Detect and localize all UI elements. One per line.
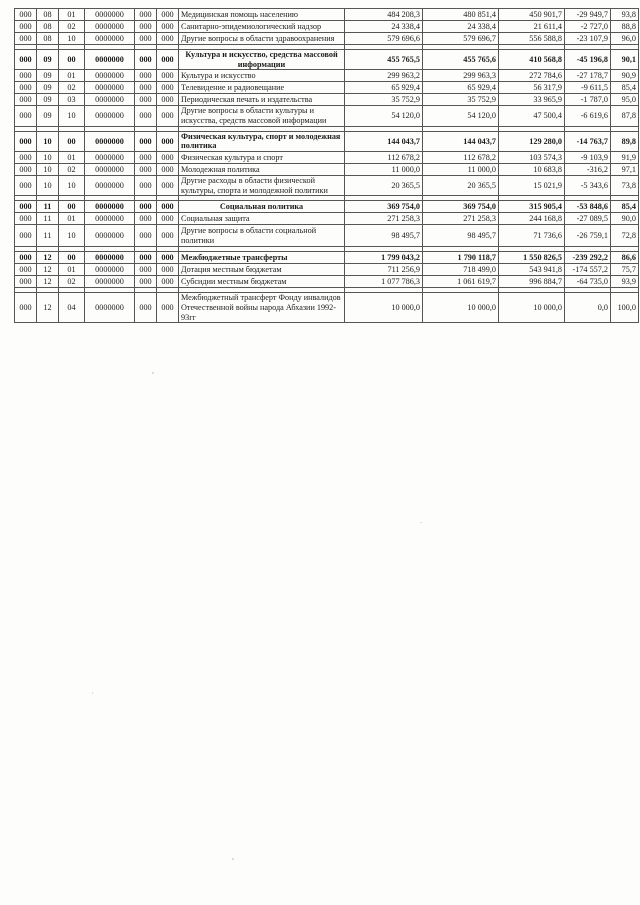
code-admin-cell: 000 [15,70,37,82]
name-cell: Другие вопросы в области социальной политики [179,225,345,247]
updated-cell: 11 000,0 [423,164,499,176]
code-target-cell: 0000000 [85,131,135,151]
deviation-cell: -53 848,6 [565,201,611,213]
approved-cell: 65 929,4 [345,82,423,94]
code-econ-cell: 000 [157,33,179,45]
name-cell: Физическая культура и спорт [179,152,345,164]
code-type-cell: 000 [135,106,157,126]
code-admin-cell: 000 [15,106,37,126]
code-target-cell: 0000000 [85,70,135,82]
approved-cell: 369 754,0 [345,201,423,213]
name-cell: Телевидение и радиовещание [179,82,345,94]
code-econ-cell: 000 [157,293,179,323]
deviation-cell: -26 759,1 [565,225,611,247]
approved-cell: 98 495,7 [345,225,423,247]
table-row [15,21,639,33]
code-type-cell: 000 [135,225,157,247]
code-section-cell: 09 [37,70,59,82]
executed-cell: 56 317,9 [499,82,565,94]
code-type-cell: 000 [135,131,157,151]
code-econ-cell: 000 [157,106,179,126]
table-row [15,225,639,247]
code-admin-cell: 000 [15,33,37,45]
code-subsection-cell: 01 [59,213,85,225]
name-cell: Межбюджетный трансферт Фонду инвалидов Отечественной войны народа Абхазии 1992-93гг [179,293,345,323]
code-target-cell: 0000000 [85,82,135,94]
deviation-cell: -5 343,6 [565,176,611,196]
code-admin-cell: 000 [15,201,37,213]
approved-cell: 24 338,4 [345,21,423,33]
updated-cell: 718 499,0 [423,264,499,276]
code-econ-cell: 000 [157,201,179,213]
executed-cell: 1 550 826,5 [499,252,565,264]
code-subsection-cell: 00 [59,131,85,151]
percent-cell: 100,0 [611,293,639,323]
percent-cell: 90,0 [611,213,639,225]
code-econ-cell: 000 [157,264,179,276]
table-row [15,94,639,106]
code-section-cell: 10 [37,152,59,164]
executed-cell: 272 784,6 [499,70,565,82]
code-section-cell: 10 [37,164,59,176]
name-cell: Дотация местным бюджетам [179,264,345,276]
executed-cell: 129 280,0 [499,131,565,151]
executed-cell: 244 168,8 [499,213,565,225]
updated-cell: 144 043,7 [423,131,499,151]
percent-cell: 87,8 [611,106,639,126]
code-type-cell: 000 [135,176,157,196]
percent-cell: 97,1 [611,164,639,176]
deviation-cell: -14 763,7 [565,131,611,151]
deviation-cell: -6 619,6 [565,106,611,126]
code-subsection-cell: 00 [59,201,85,213]
deviation-cell: -9 611,5 [565,82,611,94]
deviation-cell: -174 557,2 [565,264,611,276]
percent-cell: 95,0 [611,94,639,106]
executed-cell: 315 905,4 [499,201,565,213]
percent-cell: 75,7 [611,264,639,276]
code-econ-cell: 000 [157,213,179,225]
approved-cell: 1 077 786,3 [345,276,423,288]
code-type-cell: 000 [135,213,157,225]
code-admin-cell: 000 [15,50,37,70]
code-section-cell: 08 [37,9,59,21]
executed-cell: 996 884,7 [499,276,565,288]
code-subsection-cell: 01 [59,264,85,276]
code-type-cell: 000 [135,293,157,323]
executed-cell: 410 568,8 [499,50,565,70]
executed-cell: 33 965,9 [499,94,565,106]
code-subsection-cell: 02 [59,276,85,288]
updated-cell: 299 963,3 [423,70,499,82]
code-target-cell: 0000000 [85,21,135,33]
updated-cell: 271 258,3 [423,213,499,225]
code-target-cell: 0000000 [85,94,135,106]
approved-cell: 579 696,6 [345,33,423,45]
executed-cell: 103 574,3 [499,152,565,164]
code-type-cell: 000 [135,70,157,82]
approved-cell: 35 752,9 [345,94,423,106]
updated-cell: 10 000,0 [423,293,499,323]
executed-cell: 10 000,0 [499,293,565,323]
code-section-cell: 08 [37,21,59,33]
percent-cell: 72,8 [611,225,639,247]
name-cell: Другие вопросы в области здравоохранения [179,33,345,45]
code-type-cell: 000 [135,252,157,264]
code-target-cell: 0000000 [85,252,135,264]
percent-cell: 85,4 [611,201,639,213]
executed-cell: 47 500,4 [499,106,565,126]
deviation-cell: 0,0 [565,293,611,323]
code-admin-cell: 000 [15,264,37,276]
executed-cell: 556 588,8 [499,33,565,45]
updated-cell: 455 765,6 [423,50,499,70]
code-econ-cell: 000 [157,50,179,70]
code-subsection-cell: 01 [59,152,85,164]
code-admin-cell: 000 [15,164,37,176]
code-target-cell: 0000000 [85,276,135,288]
table-row [15,264,639,276]
code-subsection-cell: 10 [59,33,85,45]
code-target-cell: 0000000 [85,176,135,196]
updated-cell: 98 495,7 [423,225,499,247]
code-section-cell: 09 [37,94,59,106]
code-subsection-cell: 04 [59,293,85,323]
code-section-cell: 10 [37,131,59,151]
code-subsection-cell: 02 [59,82,85,94]
table-row [15,70,639,82]
percent-cell: 85,4 [611,82,639,94]
code-section-cell: 09 [37,50,59,70]
table-row [15,152,639,164]
scan-speck [152,372,154,374]
code-econ-cell: 000 [157,131,179,151]
name-cell: Социальная защита [179,213,345,225]
code-section-cell: 11 [37,225,59,247]
code-econ-cell: 000 [157,82,179,94]
name-cell: Другие вопросы в области культуры и искусства, средств массовой информации [179,106,345,126]
code-target-cell: 0000000 [85,264,135,276]
updated-cell: 1 790 118,7 [423,252,499,264]
code-type-cell: 000 [135,152,157,164]
code-target-cell: 0000000 [85,152,135,164]
code-admin-cell: 000 [15,82,37,94]
code-econ-cell: 000 [157,225,179,247]
updated-cell: 24 338,4 [423,21,499,33]
code-target-cell: 0000000 [85,164,135,176]
executed-cell: 10 683,8 [499,164,565,176]
name-cell: Другие расходы в области физической культуры, спорта и молодежной политики [179,176,345,196]
updated-cell: 579 696,7 [423,33,499,45]
table-row [15,106,639,126]
deviation-cell: -27 178,7 [565,70,611,82]
code-admin-cell: 000 [15,225,37,247]
deviation-cell: -29 949,7 [565,9,611,21]
code-admin-cell: 000 [15,293,37,323]
table-row [15,131,639,151]
code-econ-cell: 000 [157,176,179,196]
table-row [15,293,639,323]
name-cell: Межбюджетные трансферты [179,252,345,264]
code-subsection-cell: 01 [59,9,85,21]
code-econ-cell: 000 [157,164,179,176]
code-target-cell: 0000000 [85,33,135,45]
percent-cell: 90,9 [611,70,639,82]
code-subsection-cell: 10 [59,225,85,247]
approved-cell: 271 258,3 [345,213,423,225]
approved-cell: 11 000,0 [345,164,423,176]
percent-cell: 73,8 [611,176,639,196]
name-cell: Культура и искусство [179,70,345,82]
code-section-cell: 12 [37,293,59,323]
scan-speck [232,858,234,860]
code-section-cell: 10 [37,176,59,196]
name-cell: Молодежная политика [179,164,345,176]
code-admin-cell: 000 [15,276,37,288]
code-section-cell: 12 [37,264,59,276]
table-row [15,82,639,94]
updated-cell: 65 929,4 [423,82,499,94]
updated-cell: 35 752,9 [423,94,499,106]
deviation-cell: -64 735,0 [565,276,611,288]
executed-cell: 15 021,9 [499,176,565,196]
table-row [15,201,639,213]
code-admin-cell: 000 [15,131,37,151]
table-row [15,33,639,45]
executed-cell: 21 611,4 [499,21,565,33]
name-cell: Медицинская помощь населению [179,9,345,21]
code-econ-cell: 000 [157,276,179,288]
code-econ-cell: 000 [157,252,179,264]
code-subsection-cell: 00 [59,252,85,264]
code-section-cell: 09 [37,106,59,126]
percent-cell: 96,0 [611,33,639,45]
code-econ-cell: 000 [157,21,179,33]
code-type-cell: 000 [135,276,157,288]
budget-table-body [15,9,639,323]
updated-cell: 20 365,5 [423,176,499,196]
deviation-cell: -1 787,0 [565,94,611,106]
code-subsection-cell: 02 [59,164,85,176]
code-subsection-cell: 10 [59,106,85,126]
code-type-cell: 000 [135,9,157,21]
approved-cell: 112 678,2 [345,152,423,164]
code-type-cell: 000 [135,82,157,94]
deviation-cell: -9 103,9 [565,152,611,164]
table-row [15,9,639,21]
updated-cell: 369 754,0 [423,201,499,213]
code-target-cell: 0000000 [85,213,135,225]
code-type-cell: 000 [135,264,157,276]
scan-speck [420,522,422,523]
updated-cell: 112 678,2 [423,152,499,164]
executed-cell: 450 901,7 [499,9,565,21]
name-cell: Культура и искусство, средства массовой информации [179,50,345,70]
approved-cell: 1 799 043,2 [345,252,423,264]
code-admin-cell: 000 [15,176,37,196]
code-section-cell: 12 [37,252,59,264]
code-admin-cell: 000 [15,213,37,225]
code-target-cell: 0000000 [85,50,135,70]
code-admin-cell: 000 [15,152,37,164]
scan-speck [92,692,93,694]
approved-cell: 455 765,5 [345,50,423,70]
code-subsection-cell: 01 [59,70,85,82]
code-subsection-cell: 03 [59,94,85,106]
percent-cell: 91,9 [611,152,639,164]
table-row [15,176,639,196]
code-subsection-cell: 00 [59,50,85,70]
code-econ-cell: 000 [157,152,179,164]
approved-cell: 10 000,0 [345,293,423,323]
code-admin-cell: 000 [15,94,37,106]
code-type-cell: 000 [135,201,157,213]
approved-cell: 20 365,5 [345,176,423,196]
approved-cell: 144 043,7 [345,131,423,151]
updated-cell: 54 120,0 [423,106,499,126]
percent-cell: 90,1 [611,50,639,70]
code-type-cell: 000 [135,94,157,106]
budget-table [14,8,639,323]
approved-cell: 54 120,0 [345,106,423,126]
code-section-cell: 11 [37,213,59,225]
code-target-cell: 0000000 [85,201,135,213]
executed-cell: 543 941,8 [499,264,565,276]
code-target-cell: 0000000 [85,293,135,323]
approved-cell: 299 963,2 [345,70,423,82]
updated-cell: 480 851,4 [423,9,499,21]
approved-cell: 711 256,9 [345,264,423,276]
approved-cell: 484 208,3 [345,9,423,21]
deviation-cell: -45 196,8 [565,50,611,70]
table-row [15,252,639,264]
code-econ-cell: 000 [157,70,179,82]
deviation-cell: -2 727,0 [565,21,611,33]
percent-cell: 93,8 [611,9,639,21]
code-subsection-cell: 02 [59,21,85,33]
deviation-cell: -316,2 [565,164,611,176]
deviation-cell: -23 107,9 [565,33,611,45]
updated-cell: 1 061 619,7 [423,276,499,288]
percent-cell: 93,9 [611,276,639,288]
executed-cell: 71 736,6 [499,225,565,247]
code-econ-cell: 000 [157,94,179,106]
name-cell: Периодическая печать и издательства [179,94,345,106]
code-target-cell: 0000000 [85,106,135,126]
code-section-cell: 11 [37,201,59,213]
name-cell: Социальная политика [179,201,345,213]
code-section-cell: 12 [37,276,59,288]
percent-cell: 88,8 [611,21,639,33]
table-row [15,276,639,288]
code-target-cell: 0000000 [85,225,135,247]
code-type-cell: 000 [135,50,157,70]
code-admin-cell: 000 [15,9,37,21]
code-section-cell: 08 [37,33,59,45]
name-cell: Санитарно-эпидемиологический надзор [179,21,345,33]
code-type-cell: 000 [135,164,157,176]
code-econ-cell: 000 [157,9,179,21]
table-row [15,213,639,225]
table-row [15,50,639,70]
name-cell: Субсидии местным бюджетам [179,276,345,288]
code-subsection-cell: 10 [59,176,85,196]
deviation-cell: -27 089,5 [565,213,611,225]
code-section-cell: 09 [37,82,59,94]
name-cell: Физическая культура, спорт и молодежная политика [179,131,345,151]
table-row [15,164,639,176]
deviation-cell: -239 292,2 [565,252,611,264]
percent-cell: 89,8 [611,131,639,151]
code-target-cell: 0000000 [85,9,135,21]
code-type-cell: 000 [135,33,157,45]
code-type-cell: 000 [135,21,157,33]
code-admin-cell: 000 [15,21,37,33]
percent-cell: 86,6 [611,252,639,264]
code-admin-cell: 000 [15,252,37,264]
